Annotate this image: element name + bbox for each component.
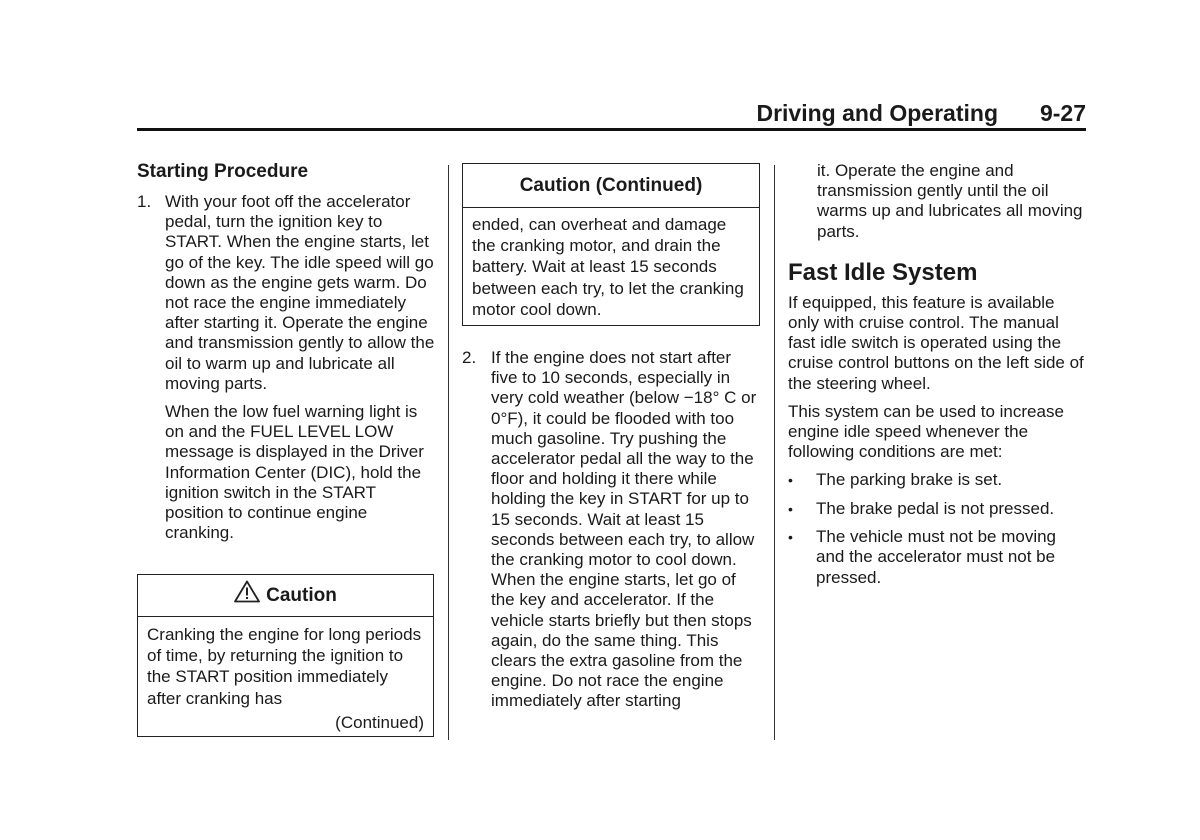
page-header [137,100,1086,130]
column-divider-1 [448,165,449,740]
conditions-list [788,470,1088,587]
bullet-icon: • [788,529,793,546]
bullet-icon: • [788,472,793,489]
caution-continued-box [462,163,760,326]
page-number: 9-27 [1039,100,1086,126]
step-2-text: If the engine does not start after five to 10 seconds, especially in very cold weather (below −18° C or 0°F), it could be flooded with too much gasoline. Try pushing the accelerator pedal all the way to the floor and holding it there while holding the key in START for up to 15 seconds. Wait at least 15 seconds between each try, to allow the cranking motor to cool down. When the engine starts, let go of the key and accelerator. If the vehicle starts briefly but then stops again, do the same thing. This clears the extra gasoline from the engine. Do not race the engine immediately after starting [491,348,757,711]
list-item [788,470,1088,490]
starting-procedure-heading: Starting Procedure [137,161,309,182]
fast-idle-heading: Fast Idle System [788,258,978,286]
step-2 [462,348,762,712]
bullet-text: The parking brake is set. [816,470,1003,490]
step-1-text: With your foot off the accelerator pedal, turn the ignition key to START. When the engine starts, let go of the key. The idle speed will go down as the engine gets warm. Do not race the engine immediately after starting it. Operate the engine and transmission gently to allow the oil to warm up and lubricate all moving parts. [165,192,435,393]
caution-continued-text: ended, can overheat and damage the cranking motor, and drain the battery. Wait at least 15 seconds between each try, to let the cranking motor cool down. [472,215,744,319]
caution-title-text: Caution [266,585,337,606]
column-2 [462,348,762,712]
fast-idle-para-2: This system can be used to increase engine idle speed whenever the following conditions are met: [788,401,1064,462]
column-3 [788,161,1088,596]
header-rule [137,128,1086,131]
step-1-number: 1. [137,192,152,211]
step-2-number: 2. [462,348,477,367]
caution-body [138,617,433,733]
section-title: Driving and Operating [756,100,998,126]
caution-text: Cranking the engine for long periods of time, by returning the ignition to the START position immediately after cranking has [147,625,422,708]
bullet-text: The vehicle must not be moving and the accelerator must not be pressed. [816,527,1057,587]
column-1 [137,161,437,543]
list-item [788,527,1088,588]
fast-idle-para-1: If equipped, this feature is available only with cruise control. The manual fast idle switch is operated using the cruise control buttons on the left side of the steering wheel. [788,292,1084,393]
caution-box [137,574,434,737]
caution-continued-body [463,208,759,320]
continued-step-text: it. Operate the engine and transmission gently until the oil warms up and lubricates all moving parts. [817,161,1083,241]
list-item [788,499,1088,519]
warning-triangle-icon [234,580,260,603]
continued-label: (Continued) [335,712,424,732]
caution-title [138,575,433,617]
caution-continued-title: Caution (Continued) [463,164,759,208]
step-1-note: When the low fuel warning light is on and the FUEL LEVEL LOW message is displayed in the Driver Information Center (DIC), hold the ignition switch in the START position to continue engine cranking. [165,402,424,543]
column-divider-2 [774,165,775,740]
bullet-icon: • [788,500,793,517]
bullet-text: The brake pedal is not pressed. [816,498,1055,518]
step-1 [137,192,437,543]
